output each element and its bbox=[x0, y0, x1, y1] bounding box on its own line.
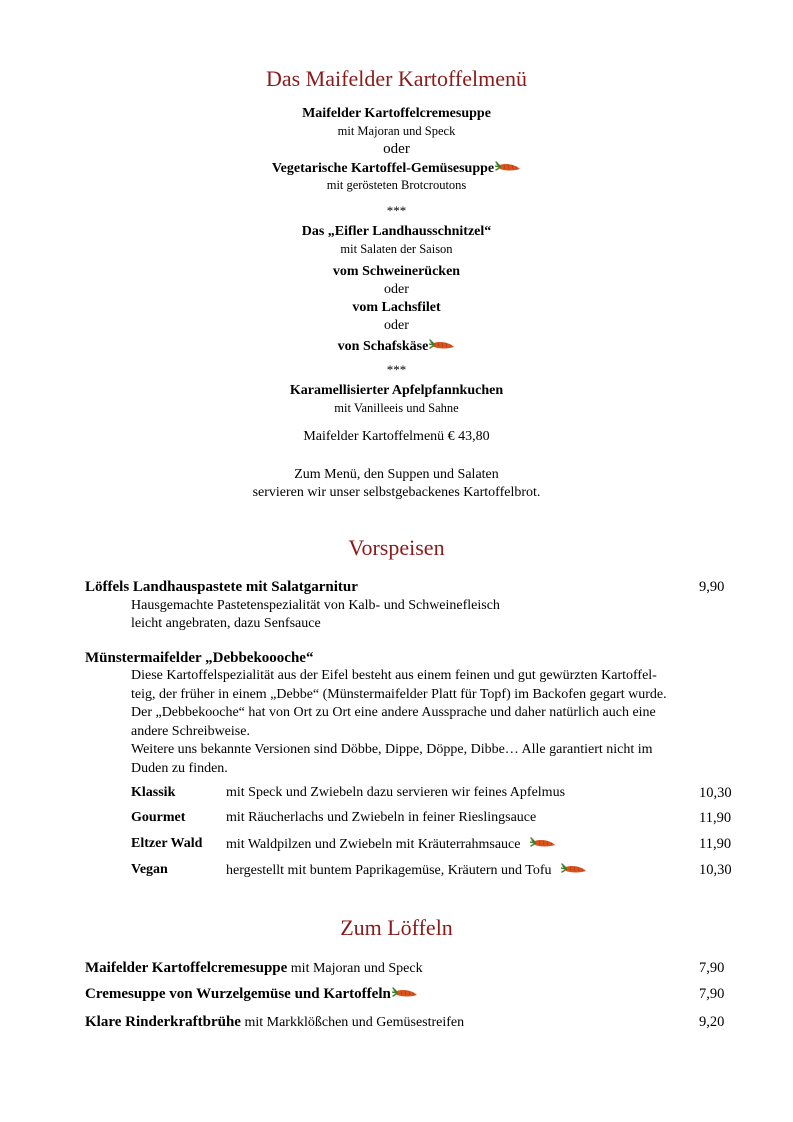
course-separator: *** bbox=[386, 203, 407, 218]
variant-name: Vegan bbox=[131, 862, 168, 877]
course-separator: *** bbox=[386, 362, 407, 377]
soup-desc: mit Markklößchen und Gemüsestreifen bbox=[240, 1015, 465, 1030]
main-name: Das „Eifler Landhausschnitzel“ bbox=[301, 224, 492, 239]
variant-name: Eltzer Wald bbox=[131, 836, 203, 851]
or-separator: oder bbox=[383, 141, 410, 157]
desc-line: Weitere uns bekannte Versionen sind Döbbe, Dippe, Döppe, Dibbe… Alle garantiert nicht im bbox=[131, 742, 653, 757]
dish-desc-block bbox=[131, 667, 667, 778]
soup-line bbox=[85, 986, 418, 1003]
main-option-3-line bbox=[0, 338, 793, 355]
soup2-line bbox=[0, 160, 793, 177]
soup-price: 9,20 bbox=[699, 1014, 725, 1030]
soup-name: Maifelder Kartoffelcremesuppe bbox=[85, 960, 288, 976]
soup-name: Klare Rinderkraftbrühe bbox=[85, 1014, 241, 1030]
soup-name: Cremesuppe von Wurzelgemüse und Kartoffeln bbox=[85, 986, 391, 1002]
desc-line: Der „Debbekooche“ hat von Ort zu Ort eine andere Aussprache und daher natürlich auch eine bbox=[131, 705, 656, 720]
soup-price: 7,90 bbox=[699, 960, 725, 976]
main-option-2: vom Lachsfilet bbox=[352, 300, 441, 315]
dessert-name: Karamellisierter Apfelpfannkuchen bbox=[289, 383, 504, 398]
section-title-loeffeln: Zum Löffeln bbox=[340, 915, 453, 940]
variant-name: Klassik bbox=[131, 785, 176, 800]
bread-note-1: Zum Menü, den Suppen und Salaten bbox=[294, 467, 499, 482]
desc-line: teig, der früher in einem „Debbe“ (Münstermaifelder Platt für Topf) im Backofen gegart wurde. bbox=[131, 686, 667, 702]
or-separator: oder bbox=[384, 318, 409, 333]
variant-price: 10,30 bbox=[699, 862, 732, 878]
soup-desc: mit Majoran und Speck bbox=[287, 961, 423, 976]
variant-desc: mit Waldpilzen und Zwiebeln mit Kräuterrahmsauce bbox=[226, 837, 521, 852]
soup-price: 7,90 bbox=[699, 986, 725, 1002]
carrot-icon bbox=[530, 836, 556, 850]
soup1-name: Maifelder Kartoffelcremesuppe bbox=[302, 106, 491, 121]
variant-desc-line bbox=[226, 836, 556, 853]
main-desc: mit Salaten der Saison bbox=[340, 242, 453, 256]
carrot-icon bbox=[429, 338, 455, 352]
menu-title: Das Maifelder Kartoffelmenü bbox=[265, 66, 528, 91]
menu-price: Maifelder Kartoffelmenü € 43,80 bbox=[303, 429, 490, 444]
soup2-desc: mit gerösteten Brotcroutons bbox=[326, 178, 467, 192]
variant-desc: mit Speck und Zwiebeln dazu servieren wir feines Apfelmus bbox=[226, 785, 566, 800]
dessert-desc: mit Vanilleeis und Sahne bbox=[334, 401, 459, 415]
variant-price: 11,90 bbox=[699, 810, 732, 826]
or-separator: oder bbox=[384, 282, 409, 297]
variant-desc: hergestellt mit buntem Paprikagemüse, Kräutern und Tofu bbox=[226, 863, 552, 878]
soup-line bbox=[85, 960, 423, 977]
desc-line: Diese Kartoffelspezialität aus der Eifel besteht aus einem feinen und gut gewürzten Kartoffel- bbox=[131, 668, 657, 683]
soup-line bbox=[85, 1014, 464, 1031]
variant-name: Gourmet bbox=[131, 810, 186, 825]
variant-desc-line bbox=[226, 862, 587, 879]
soup2-name: Vegetarische Kartoffel-Gemüsesuppe bbox=[271, 161, 495, 176]
variant-desc: mit Räucherlachs und Zwiebeln in feiner Rieslingsauce bbox=[226, 810, 537, 825]
desc-line: andere Schreibweise. bbox=[131, 723, 250, 739]
dish-name: Münstermaifelder „Debbekoooche“ bbox=[85, 650, 314, 666]
dish-price: 9,90 bbox=[699, 579, 725, 595]
main-option-3: von Schafskäse bbox=[337, 339, 429, 354]
section-title-vorspeisen: Vorspeisen bbox=[348, 535, 445, 560]
variant-price: 10,30 bbox=[699, 785, 732, 801]
variant-price: 11,90 bbox=[699, 836, 732, 852]
soup1-desc: mit Majoran und Speck bbox=[337, 124, 456, 138]
dish-desc: leicht angebraten, dazu Senfsauce bbox=[131, 616, 321, 631]
dish-desc: Hausgemachte Pastetenspezialität von Kalb- und Schweinefleisch bbox=[131, 598, 500, 613]
bread-note-2: servieren wir unser selbstgebackenes Kartoffelbrot. bbox=[252, 485, 541, 500]
carrot-icon bbox=[392, 986, 418, 1000]
carrot-icon bbox=[495, 160, 521, 174]
dish-name: Löffels Landhauspastete mit Salatgarnitur bbox=[85, 579, 358, 595]
desc-line: Duden zu finden. bbox=[131, 760, 228, 776]
carrot-icon bbox=[561, 862, 587, 876]
main-option-1: vom Schweinerücken bbox=[332, 264, 461, 279]
